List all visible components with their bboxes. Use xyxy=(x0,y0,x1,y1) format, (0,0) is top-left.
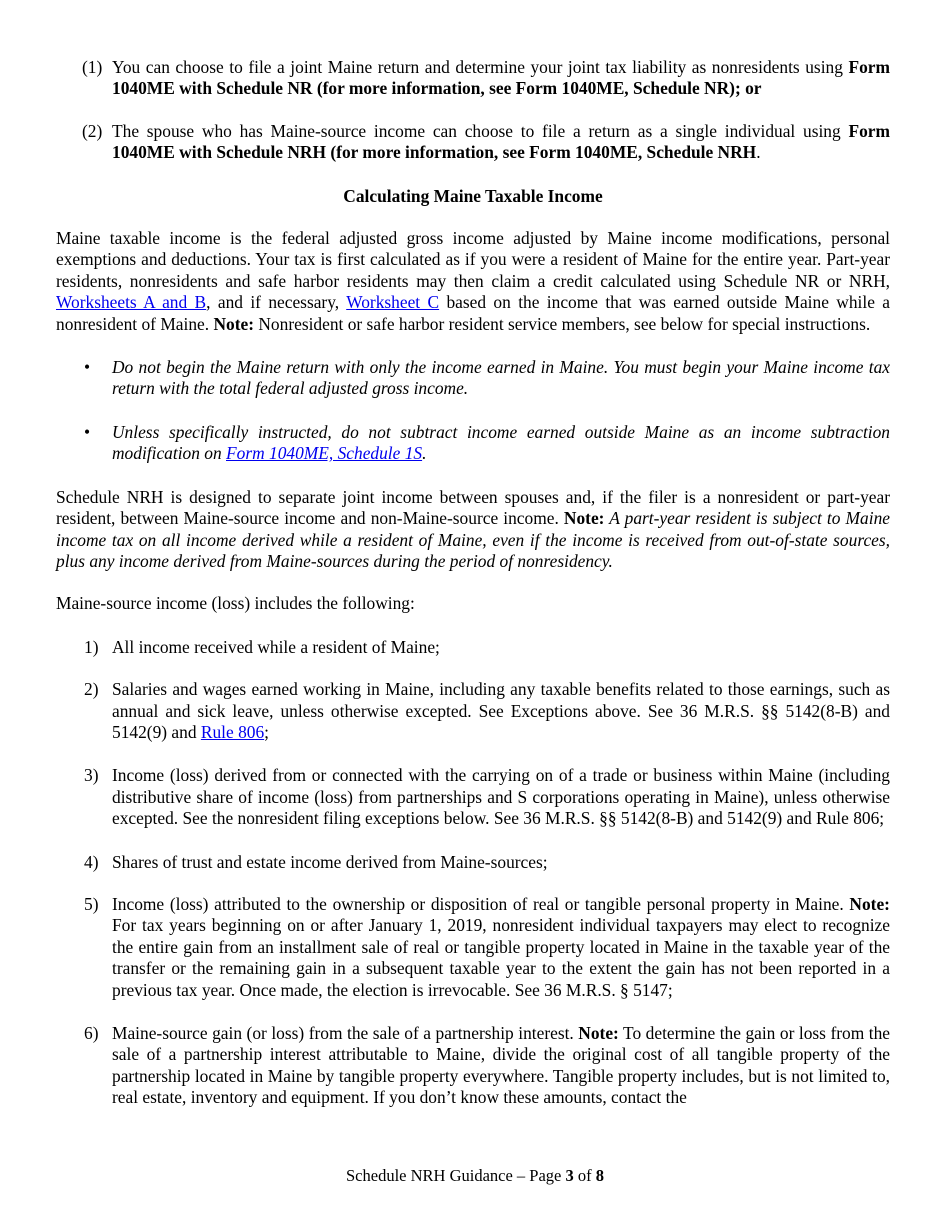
item-number: 4) xyxy=(84,851,99,872)
list-item xyxy=(56,765,890,829)
option-text: You can choose to file a joint Maine return and determine your joint tax liability as nonresidents using xyxy=(112,57,849,77)
option-text: The spouse who has Maine-source income can choose to file a return as a single individual using xyxy=(112,120,849,141)
note-text: For tax years beginning on or after January 1, 2019, nonresident individual taxpayers may elect to recognize the entire gain from an installment sale of real or tangible property located in Maine in the taxable year of the transfer or the remaining gain in a subsequent taxable year to the extent the gain has not been reported in a previous tax year. Once made, the election is irrevocable. See 36 M.R.S. § 5147; xyxy=(112,915,890,1000)
item-text: Salaries and wages earned working in Maine, including any taxable benefits related to those earnings, such as annual and sick leave, unless otherwise excepted. See Exceptions above. See 36 M.R.S. §§ 5142(8-B) and 5142(9) and xyxy=(112,679,890,742)
footer-text: Schedule NRH Guidance – Page xyxy=(346,1166,566,1185)
option-number: (2) xyxy=(82,120,103,141)
bullet-item xyxy=(56,357,890,400)
para-text: Maine taxable income is the federal adjusted gross income adjusted by Maine income modifications, personal exemptions and deductions. Your tax is first calculated as if you were a resident of Maine for the entire year. Part-year residents, nonresidents and safe harbor residents may then claim a credit calculated using Schedule NR or NRH, xyxy=(56,228,890,291)
note-label: Note: xyxy=(849,893,890,914)
list-item xyxy=(56,637,890,658)
paragraph-taxable-income xyxy=(56,228,890,335)
bullet-text: Unless specifically instructed, do not subtract income earned outside Maine as an income subtraction modification on xyxy=(112,421,890,464)
option-tail: . xyxy=(756,142,761,163)
filing-option-1 xyxy=(56,57,890,100)
item-text: Shares of trust and estate income derived from Maine-sources; xyxy=(112,851,548,872)
item-text: Maine-source gain (or loss) from the sale of a partnership interest. xyxy=(112,1023,579,1043)
option-bold-text: Form 1040ME with Schedule NR (for more information, see Form 1040ME, Schedule NR); or xyxy=(112,57,890,99)
note-label: Note: xyxy=(213,313,255,334)
note-label: Note: xyxy=(563,508,605,529)
footer-of: of xyxy=(573,1166,596,1185)
item-text: All income received while a resident of Maine; xyxy=(112,636,440,657)
bullet-icon: • xyxy=(84,421,91,442)
item-number: 6) xyxy=(84,1023,99,1043)
rule-806-link[interactable]: Rule 806 xyxy=(200,721,265,742)
bullet-text: Do not begin the Maine return with only the income earned in Maine. You must begin your Maine income tax return with the total federal adjusted gross income. xyxy=(112,357,890,399)
item-text: Income (loss) attributed to the ownership or disposition of real or tangible personal property in Maine. xyxy=(112,893,844,914)
option-bold-text: Form 1040ME with Schedule NRH (for more information, see Form 1040ME, Schedule NRH xyxy=(112,120,890,163)
page-footer xyxy=(0,1165,950,1186)
bullet-icon: • xyxy=(84,357,91,378)
paragraph-schedule-nrh xyxy=(56,487,890,573)
footer-page-number: 3 xyxy=(565,1166,574,1185)
note-label: Note: xyxy=(578,1023,619,1043)
footer-page-total: 8 xyxy=(595,1166,604,1185)
worksheets-a-b-link[interactable]: Worksheets A and B xyxy=(56,292,207,313)
list-item xyxy=(56,852,890,873)
list-intro: Maine-source income (loss) includes the following: xyxy=(56,593,415,614)
para-italic-text: A part-year resident is subject to Maine income tax on all income derived while a resident of Maine, even if the income is received from out-of-state sources, plus any income derived from Maine-sources during the period of nonresidency. xyxy=(56,508,890,571)
list-item xyxy=(56,679,890,743)
worksheet-c-link[interactable]: Worksheet C xyxy=(346,292,440,313)
para-text: based on the income that was earned outside Maine while a nonresident of Maine. xyxy=(56,292,891,334)
option-number: (1) xyxy=(82,57,103,77)
item-number: 3) xyxy=(84,765,99,786)
list-item xyxy=(56,1023,890,1109)
bullet-tail: . xyxy=(422,443,427,464)
item-number: 1) xyxy=(84,636,99,657)
document-page xyxy=(56,57,890,1109)
bullet-item xyxy=(56,422,890,465)
list-item xyxy=(56,894,890,1001)
section-heading: Calculating Maine Taxable Income xyxy=(343,185,603,206)
note-text: To determine the gain or loss from the sale of a partnership interest attributable to Maine, divide the original cost of all tangible property of the partnership located in Maine by tangible property everywhere. Tangible property includes, but is not limited to, real estate, inventory and equipment. If you don’t know these amounts, contact the xyxy=(112,1023,890,1108)
para-text: Nonresident or safe harbor resident service members, see below for special instructions. xyxy=(254,313,871,334)
filing-option-2 xyxy=(56,121,890,164)
item-number: 2) xyxy=(84,679,99,700)
para-text: , and if necessary, xyxy=(206,292,347,313)
schedule-1s-link[interactable]: Form 1040ME, Schedule 1S xyxy=(226,443,423,464)
item-text: Income (loss) derived from or connected with the carrying on of a trade or business within Maine (including distributive share of income (loss) from partnerships and S corporations operating in Maine), unless otherwise excepted. See the nonresident filing exceptions below. See 36 M.R.S. §§ 5142(8-B) and 5142(9) and Rule 806; xyxy=(112,765,890,829)
item-number: 5) xyxy=(84,893,99,914)
item-tail: ; xyxy=(264,721,269,742)
para-text: Schedule NRH is designed to separate joint income between spouses and, if the filer is a nonresident or part-year resident, between Maine-source income and non-Maine-source income. xyxy=(56,486,890,529)
